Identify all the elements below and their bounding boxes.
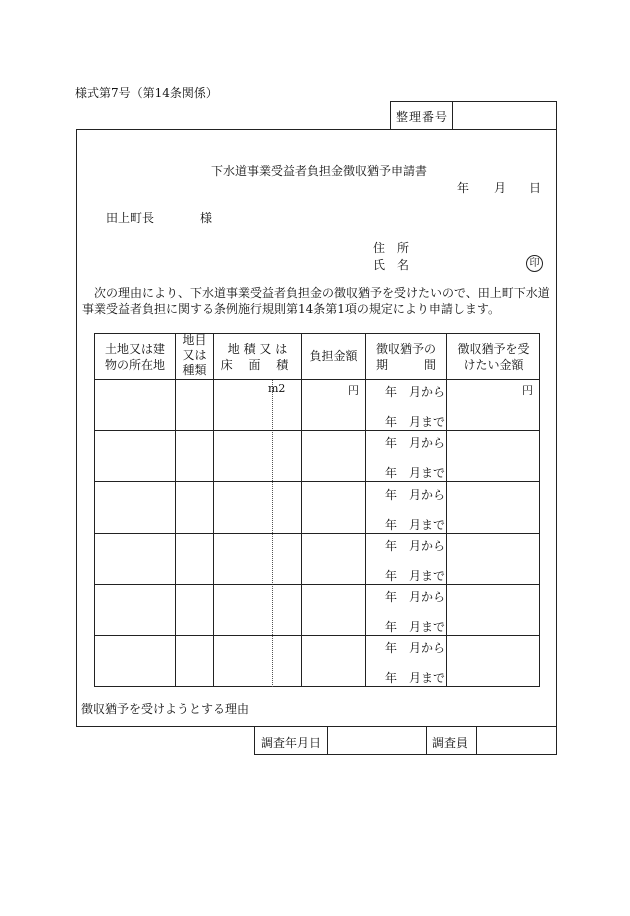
col-divider [365, 333, 366, 687]
area-unit: m2 [268, 382, 286, 395]
header-amount [447, 341, 540, 373]
row-divider [94, 481, 540, 482]
header-category-line2: 又は [182, 348, 207, 362]
reason-label: 徴収猶予を受けようとする理由 [81, 702, 250, 716]
survey-date-label: 調査年月日 [261, 736, 322, 750]
reference-divider [452, 101, 453, 130]
header-amount-line1: 徴収猶予を受 [457, 342, 530, 356]
header-location-line1: 土地又は建 [104, 342, 165, 356]
header-period [366, 341, 446, 373]
honorific: 様 [200, 211, 213, 225]
row-divider [94, 533, 540, 534]
charge-unit: 円 [348, 384, 359, 397]
body-text-line2: 事業受益者負担に関する条例施行規則第14条第1項の規定により申請します。 [82, 302, 500, 316]
name-label: 氏 名 [373, 258, 410, 272]
header-location [95, 341, 175, 373]
address-label: 住 所 [373, 241, 410, 255]
header-area-line1: 地 積 又 は [227, 342, 288, 356]
header-area-line2: 床 面 積 [220, 358, 295, 372]
header-amount-line2: けたい金額 [463, 358, 524, 372]
row-period-from: 年 月から [385, 436, 446, 450]
header-category [176, 333, 213, 378]
body-text-line1: 次の理由により、下水道事業受益者負担金の徴収猶予を受けたいので、田上町下水道 [94, 286, 550, 300]
col-divider [301, 333, 302, 687]
header-divider [94, 379, 540, 380]
header-category-line1: 地目 [182, 333, 207, 347]
header-period-line2: 期 間 [375, 358, 436, 372]
row-period-from: 年 月から [385, 488, 446, 502]
row-period-from: 年 月から [385, 641, 446, 655]
row-period-to: 年 月まで [385, 518, 446, 532]
col-divider [446, 333, 447, 687]
row-period-to: 年 月まで [385, 620, 446, 634]
row-period-from: 年 月から [385, 385, 446, 399]
reference-number-field[interactable] [455, 103, 555, 128]
form-label: 様式第7号（第14条関係） [75, 86, 218, 100]
date-year: 年 [457, 181, 470, 195]
header-area [214, 341, 301, 373]
row-period-to: 年 月まで [385, 569, 446, 583]
footer-divider [327, 726, 328, 755]
seal-icon: 印 [526, 255, 543, 272]
reference-number-label: 整理番号 [396, 110, 449, 124]
date-day: 日 [529, 181, 542, 195]
col-divider [175, 333, 176, 687]
header-charge: 負担金額 [309, 349, 358, 363]
header-period-line1: 徴収猶予の [375, 342, 436, 356]
row-divider [94, 584, 540, 585]
addressee: 田上町長 [106, 211, 155, 225]
header-category-line3: 種類 [182, 363, 207, 377]
inspector-label: 調査員 [432, 736, 469, 750]
row-divider [94, 635, 540, 636]
row-period-from: 年 月から [385, 539, 446, 553]
footer-divider [426, 726, 427, 755]
header-location-line2: 物の所在地 [104, 358, 165, 372]
survey-date-field[interactable] [329, 728, 425, 753]
row-period-from: 年 月から [385, 590, 446, 604]
col-divider [213, 333, 214, 687]
amount-unit: 円 [522, 384, 533, 397]
row-period-to: 年 月まで [385, 466, 446, 480]
row-period-to: 年 月まで [385, 415, 446, 429]
page-title: 下水道事業受益者負担金徴収猶予申請書 [211, 164, 428, 178]
row-period-to: 年 月まで [385, 671, 446, 685]
inspector-field[interactable] [478, 728, 556, 753]
deferral-table [94, 333, 540, 687]
date-month: 月 [494, 181, 507, 195]
row-divider [94, 430, 540, 431]
footer-divider [476, 726, 477, 755]
